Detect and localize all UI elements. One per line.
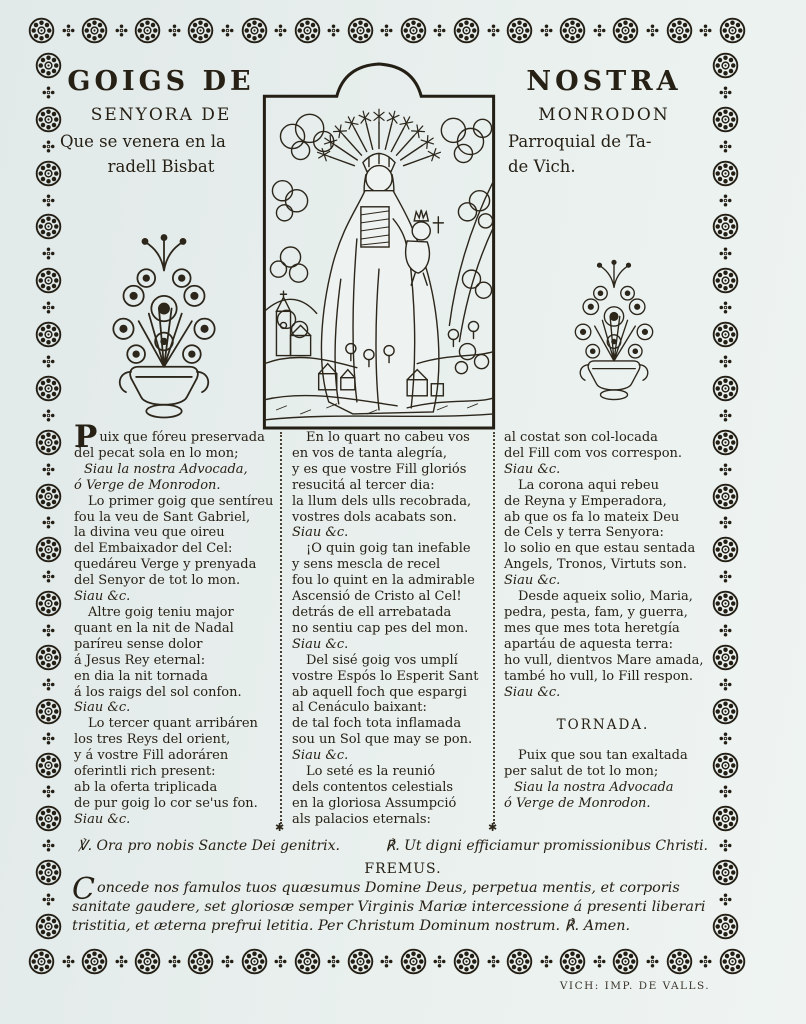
- sprig-icon: [62, 955, 75, 968]
- verse-line: vostres dols acabats son.: [292, 509, 457, 525]
- sprig-icon: [540, 24, 553, 37]
- rosette-icon: [35, 375, 62, 402]
- border-top-ornaments: [28, 10, 746, 50]
- verse-line: Altre goig teniu major: [88, 604, 234, 620]
- sprig-icon: [274, 24, 287, 37]
- rosette-icon: [712, 752, 739, 779]
- verse-line: al Cenáculo baixant:: [292, 700, 427, 716]
- rosette-icon: [294, 948, 321, 975]
- verse-line: Lo seté es la reunió: [306, 764, 436, 780]
- versicle-row: [78, 838, 708, 854]
- sprig-icon: [719, 678, 732, 691]
- tornada-heading: TORNADA.: [556, 717, 650, 734]
- verse-line: en la gloriosa Assumpció: [292, 795, 457, 811]
- rosette-icon: [559, 17, 586, 44]
- verse-line: En lo quart no cabeu vos: [306, 430, 470, 445]
- title-left-block: [60, 66, 262, 176]
- verse-line: Siau &c.: [504, 684, 561, 700]
- title-senyora-de: SENYORA DE: [90, 105, 232, 125]
- verse-line: al costat son col-locada: [504, 430, 658, 445]
- verse-line: Siau la nostra Advocada: [514, 780, 674, 796]
- sprig-icon: [719, 570, 732, 583]
- rosette-icon: [35, 213, 62, 240]
- sprig-icon: [433, 24, 446, 37]
- rosette-icon: [35, 267, 62, 294]
- sprig-icon: [327, 24, 340, 37]
- verse-line: lo solio en que estau sentada: [504, 541, 696, 557]
- verse-line: fou la veu de Sant Gabriel,: [74, 509, 251, 525]
- rosette-icon: [712, 52, 739, 79]
- sprig-icon: [42, 86, 55, 99]
- sprig-icon: [168, 955, 181, 968]
- rosette-icon: [241, 948, 268, 975]
- column-divider: [275, 432, 285, 834]
- sprig-icon: [42, 247, 55, 260]
- verse-line: paríreu sense dolor: [74, 636, 203, 652]
- rosette-icon: [35, 160, 62, 187]
- sprig-icon: [719, 732, 732, 745]
- sprig-icon: [42, 893, 55, 906]
- divider-flower-icon: ✱: [488, 821, 498, 834]
- rosette-icon: [712, 536, 739, 563]
- verse-line: en vos de tanta alegría,: [292, 445, 447, 461]
- verse-line: no sentiu cap pes del mon.: [292, 620, 469, 636]
- sprig-icon: [646, 24, 659, 37]
- sprig-icon: [487, 24, 500, 37]
- verse-line: ó Verge de Monrodon.: [504, 796, 651, 812]
- verse-line: del Fill com vos correspon.: [504, 445, 683, 461]
- verse-line: ab aquell foch que espargi: [292, 684, 467, 700]
- rosette-icon: [712, 483, 739, 510]
- virgin-woodcut-illustration: [256, 58, 502, 432]
- verse-line: ab la oferta triplicada: [74, 779, 218, 795]
- rosette-icon: [559, 948, 586, 975]
- rosette-icon: [400, 17, 427, 44]
- verse-line: á Jesus Rey eternal:: [74, 652, 206, 668]
- verse-line: Siau &c.: [74, 589, 131, 605]
- verse-line: dels contentos celestials: [292, 779, 454, 795]
- title-de-vich: de Vich.: [508, 157, 576, 176]
- verse-line: y sens mescla de recel: [292, 557, 441, 573]
- verse-line: quedáreu Verge y prenyada: [74, 557, 257, 573]
- sprig-icon: [719, 516, 732, 529]
- rosette-icon: [712, 644, 739, 671]
- sprig-icon: [719, 624, 732, 637]
- border-left-ornaments: [28, 52, 68, 940]
- rosette-icon: [35, 752, 62, 779]
- rosette-icon: [453, 948, 480, 975]
- column-divider: [488, 432, 498, 834]
- title-right-block: [502, 66, 706, 176]
- verse-line: y á vostre Fill adoráren: [74, 748, 229, 764]
- rosette-icon: [400, 948, 427, 975]
- rosette-icon: [35, 644, 62, 671]
- verse-line: Desde aqueix solio, Maria,: [518, 589, 693, 605]
- verse-line: de Reyna y Emperadora,: [504, 493, 667, 509]
- prayer-text: oncede nos famulos tuos quæsumus Domine Deus, perpetua mentis, et corporis sanitate gaudere, set gloriosæ semper Virginis Mariæ intercessione á presenti liberari tristitia, et æterna prefrui letitia. Per Christum Dominum nostrum. ℟. Amen.: [72, 880, 706, 934]
- sprig-icon: [719, 247, 732, 260]
- sprig-icon: [699, 955, 712, 968]
- rosette-icon: [506, 948, 533, 975]
- rosette-icon: [35, 913, 62, 940]
- title-nostra: NOSTRA: [526, 66, 682, 97]
- rosette-icon: [712, 213, 739, 240]
- verse-line: Siau &c.: [74, 811, 131, 827]
- verse-line: Siau la nostra Advocada,: [84, 461, 248, 477]
- rosette-icon: [294, 17, 321, 44]
- verse-line: del pecat sola en lo mon;: [74, 445, 239, 461]
- verse-line: Siau &c.: [74, 700, 131, 716]
- title-goigs-de: GOIGS DE: [67, 66, 255, 97]
- sprig-icon: [42, 785, 55, 798]
- verse-column-3: [504, 430, 702, 812]
- sprig-icon: [42, 194, 55, 207]
- rosette-icon: [347, 17, 374, 44]
- rosette-icon: [187, 948, 214, 975]
- verse-line: mes que mes tota heretgía: [504, 620, 680, 636]
- verse-line: Siau &c.: [504, 573, 561, 589]
- rosette-icon: [666, 948, 693, 975]
- verse-line: ab que os fa lo mateix Deu: [504, 509, 680, 525]
- sprig-icon: [593, 24, 606, 37]
- verse-line: á los raigs del sol confon.: [74, 684, 242, 700]
- title-parroquial: Parroquial de Ta-: [508, 132, 652, 151]
- rosette-icon: [719, 17, 746, 44]
- sprig-icon: [42, 570, 55, 583]
- sprig-icon: [62, 24, 75, 37]
- rosette-icon: [35, 590, 62, 617]
- rosette-icon: [712, 429, 739, 456]
- drop-cap-c: C: [72, 872, 95, 907]
- rosette-icon: [134, 17, 161, 44]
- verse-line: y es que vostre Fill gloriós: [292, 461, 467, 477]
- sprig-icon: [42, 732, 55, 745]
- rosette-icon: [35, 483, 62, 510]
- rosette-icon: [28, 17, 55, 44]
- sprig-icon: [221, 24, 234, 37]
- verse-line: també ho vull, lo Fill respon.: [504, 668, 694, 684]
- verse-line: sou un Sol que may se pon.: [292, 732, 473, 748]
- verse-line: del Senyor de tot lo mon.: [74, 573, 241, 589]
- rosette-icon: [453, 17, 480, 44]
- rosette-icon: [81, 948, 108, 975]
- verse-line: Siau &c.: [292, 636, 349, 652]
- verse-line: Lo primer goig que sentíreu: [88, 493, 274, 509]
- oremus-heading: FREMUS.: [364, 861, 442, 877]
- verse-line: resucitá al tercer dia:: [292, 477, 435, 493]
- sprig-icon: [719, 301, 732, 314]
- verse-line: oferintli rich present:: [74, 764, 216, 780]
- rosette-icon: [712, 106, 739, 133]
- sprig-icon: [274, 955, 287, 968]
- sprig-icon: [42, 516, 55, 529]
- verse-line: fou lo quint en la admirable: [292, 573, 475, 589]
- verse-line: de pur goig lo cor se'us fon.: [74, 795, 258, 811]
- sprig-icon: [719, 893, 732, 906]
- rosette-icon: [712, 375, 739, 402]
- sprig-icon: [42, 624, 55, 637]
- sprig-icon: [487, 955, 500, 968]
- verse-line: Angels, Tronos, Virtuts son.: [504, 557, 687, 573]
- rosette-icon: [28, 948, 55, 975]
- rosette-icon: [506, 17, 533, 44]
- verse-line: de Cels y terra Senyora:: [504, 525, 664, 541]
- border-right-ornaments: [704, 52, 746, 940]
- verse-line: la llum dels ulls recobrada,: [292, 493, 472, 509]
- sprig-icon: [42, 463, 55, 476]
- response-text: ℟. Ut digni efficiamur promissionibus Christi.: [385, 838, 708, 854]
- flower-vase-left: [88, 230, 240, 420]
- sprig-icon: [719, 355, 732, 368]
- verse-line: als palacios eternals:: [292, 811, 431, 827]
- title-radell: radell Bisbat: [107, 157, 215, 176]
- sprig-icon: [719, 86, 732, 99]
- verse-line: ho vull, dientvos Mare amada,: [504, 652, 704, 668]
- verse-line: los tres Reys del orient,: [74, 732, 231, 748]
- verse-line: La corona aqui rebeu: [518, 477, 659, 493]
- rosette-icon: [712, 590, 739, 617]
- verse-line: la divina veu que oireu: [74, 525, 225, 541]
- rosette-icon: [134, 948, 161, 975]
- verse-line: Siau &c.: [504, 461, 561, 477]
- sprig-icon: [380, 24, 393, 37]
- sprig-icon: [719, 785, 732, 798]
- sprig-icon: [593, 955, 606, 968]
- sprig-icon: [327, 955, 340, 968]
- verse-line: en dia la nit tornada: [74, 668, 208, 684]
- sprig-icon: [168, 24, 181, 37]
- verse-line: Ascensió de Cristo al Cel!: [292, 589, 462, 605]
- verse-line: pedra, pesta, fam, y guerra,: [504, 604, 688, 620]
- verse-line: per salut de tot lo mon;: [504, 764, 659, 780]
- versicle-text: ℣. Ora pro nobis Sancte Dei genitrix.: [78, 838, 340, 854]
- verse-line: de tal foch tota inflamada: [292, 716, 462, 732]
- verse-column-1: [74, 419, 276, 828]
- verse-line: Siau &c.: [292, 748, 349, 764]
- verse-line: detrás de ell arrebatada: [292, 604, 452, 620]
- sprig-icon: [42, 301, 55, 314]
- sprig-icon: [42, 140, 55, 153]
- rosette-icon: [347, 948, 374, 975]
- border-bottom-ornaments: [28, 942, 746, 980]
- rosette-icon: [719, 948, 746, 975]
- rosette-icon: [241, 17, 268, 44]
- drop-cap-p: P: [74, 419, 98, 455]
- sprig-icon: [719, 140, 732, 153]
- rosette-icon: [612, 948, 639, 975]
- rosette-icon: [712, 160, 739, 187]
- latin-prayer: [72, 872, 720, 936]
- rosette-icon: [35, 536, 62, 563]
- sprig-icon: [433, 955, 446, 968]
- title-venera: Que se venera en la: [60, 132, 226, 151]
- rosette-icon: [712, 698, 739, 725]
- sprig-icon: [719, 409, 732, 422]
- flower-vase-right: [556, 238, 672, 420]
- verse-line: Puix que sou tan exaltada: [518, 748, 688, 764]
- sprig-icon: [719, 194, 732, 207]
- verse-column-2: [292, 430, 490, 828]
- sprig-icon: [42, 355, 55, 368]
- verse-line: ó Verge de Monrodon.: [74, 477, 221, 493]
- sprig-icon: [646, 955, 659, 968]
- verse-line: Siau &c.: [292, 525, 349, 541]
- verse-line: apartáu de aquesta terra:: [504, 636, 674, 652]
- rosette-icon: [35, 321, 62, 348]
- sprig-icon: [540, 955, 553, 968]
- rosette-icon: [35, 805, 62, 832]
- rosette-icon: [712, 321, 739, 348]
- sprig-icon: [115, 24, 128, 37]
- divider-flower-icon: ✱: [275, 821, 285, 834]
- sprig-icon: [42, 839, 55, 852]
- rosette-icon: [35, 429, 62, 456]
- sprig-icon: [719, 463, 732, 476]
- verse-line: Del sisé goig vos umplí: [306, 652, 458, 668]
- sprig-icon: [115, 955, 128, 968]
- rosette-icon: [666, 17, 693, 44]
- rosette-icon: [35, 698, 62, 725]
- rosette-icon: [612, 17, 639, 44]
- rosette-icon: [35, 106, 62, 133]
- sprig-icon: [42, 409, 55, 422]
- sprig-icon: [380, 955, 393, 968]
- sprig-icon: [221, 955, 234, 968]
- rosette-icon: [712, 267, 739, 294]
- rosette-icon: [712, 805, 739, 832]
- verse-line: Puix que fóreu preservada: [74, 419, 265, 455]
- verse-line: quant en la nit de Nadal: [74, 620, 234, 636]
- sprig-icon: [719, 839, 732, 852]
- rosette-icon: [35, 52, 62, 79]
- printer-imprint: VICH: IMP. DE VALLS.: [559, 980, 711, 992]
- rosette-icon: [187, 17, 214, 44]
- rosette-icon: [81, 17, 108, 44]
- verse-line: del Embaixador del Cel:: [74, 541, 233, 557]
- sprig-icon: [699, 24, 712, 37]
- verse-line: ¡O quin goig tan inefable: [306, 541, 471, 557]
- verse-line: vostre Espós lo Esperit Sant: [292, 668, 479, 684]
- title-monrodon: MONRODON: [538, 105, 670, 125]
- verse-line: Lo tercer quant arribáren: [88, 716, 258, 732]
- sprig-icon: [42, 678, 55, 691]
